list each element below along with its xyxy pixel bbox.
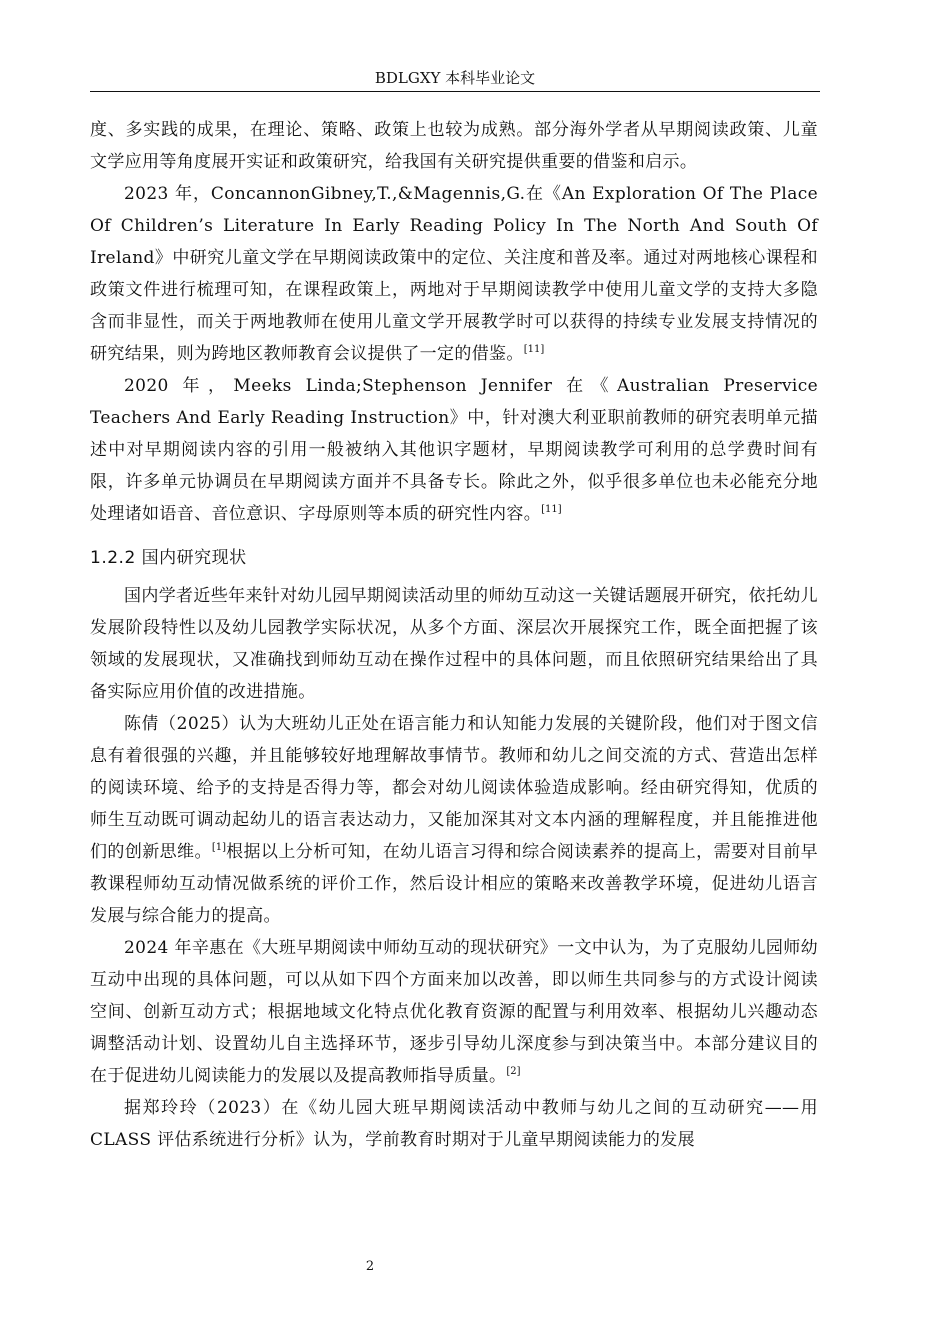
paragraph-text: 2023 年，ConcannonGibney,T.,&Magennis,G.在《An Exploration Of The Place Of Children’s Literature In Early Reading Policy In The North And South Of Ireland》中研究儿童文学在早期阅读政策中的定位、关注度和普及率。通过对两地核心课程和政策文件进行梳理可知，在课程政策上，两地对于早期阅读教学中使用儿童文学的支持大多隐含而非显性，而关于两地教师在使用儿童文学开展教学时可以获得的持续专业发展支持情况的研究结果，则为跨地区教师教育会议提供了一定的借鉴。 xyxy=(90,184,818,364)
header-rule xyxy=(90,91,820,92)
citation-ref: [11] xyxy=(523,344,545,355)
citation-ref: [2] xyxy=(506,1066,521,1077)
body-paragraph xyxy=(90,178,818,370)
section-heading: 1.2.2 国内研究现状 xyxy=(90,548,247,568)
body-paragraph xyxy=(90,1092,818,1156)
paragraph-text: 陈倩（2025）认为大班幼儿正处在语言能力和认知能力发展的关键阶段，他们对于图文信息有着很强的兴趣，并且能够较好地理解故事情节。教师和幼儿之间交流的方式、营造出怎样的阅读环境、给予的支持是否得力等，都会对幼儿阅读体验造成影响。经由研究得知，优质的师生互动既可调动起幼儿的语言表达动力，又能加深其对文本内涵的理解程度，并且能推进他们的创新思维。 xyxy=(90,714,818,862)
paragraph-text-continued: 根据以上分析可知，在幼儿语言习得和综合阅读素养的提高上，需要对目前早教课程师幼互动情况做系统的评价工作，然后设计相应的策略来改善教学环境，促进幼儿语言发展与综合能力的提高。 xyxy=(90,842,818,926)
paragraph-text: 国内学者近些年来针对幼儿园早期阅读活动里的师幼互动这一关键话题展开研究，依托幼儿发展阶段特性以及幼儿园教学实际状况，从多个方面、深层次开展探究工作，既全面把握了该领域的发展现状，又准确找到师幼互动在操作过程中的具体问题，而且依照研究结果给出了具备实际应用价值的改进措施。 xyxy=(90,586,818,702)
body-paragraph xyxy=(90,580,818,708)
body-paragraph xyxy=(90,370,818,530)
paragraph-text: 2020 年，Meeks Linda;Stephenson Jennifer 在《Australian Preservice Teachers And Early Reading Instruction》中，针对澳大利亚职前教师的研究表明单元描述中对早期阅读内容的引用一般被纳入其他识字题材，早期阅读教学可利用的总学费时间有限，许多单元协调员在早期阅读方面并不具备专长。除此之外，似乎很多单位也未必能充分地处理诸如语音、音位意识、字母原则等本质的研究性内容。 xyxy=(90,376,818,524)
running-header: BDLGXY 本科毕业论文 xyxy=(374,69,536,87)
citation-ref: [1] xyxy=(211,842,227,853)
body-paragraph xyxy=(90,708,818,932)
citation-ref: [11] xyxy=(541,504,562,515)
body-paragraph xyxy=(90,932,818,1092)
paragraph-text: 度、多实践的成果，在理论、策略、政策上也较为成熟。部分海外学者从早期阅读政策、儿童文学应用等角度展开实证和政策研究，给我国有关研究提供重要的借鉴和启示。 xyxy=(90,120,818,172)
page-number: 2 xyxy=(365,1259,375,1274)
body-paragraph xyxy=(90,114,818,178)
paragraph-text: 据郑玲玲（2023）在《幼儿园大班早期阅读活动中教师与幼儿之间的互动研究——用 CLASS 评估系统进行分析》认为，学前教育时期对于儿童早期阅读能力的发展 xyxy=(90,1098,818,1150)
page-body xyxy=(90,114,818,1156)
paragraph-text: 2024 年辛惠在《大班早期阅读中师幼互动的现状研究》一文中认为，为了克服幼儿园师幼互动中出现的具体问题，可以从如下四个方面来加以改善，即以师生共同参与的方式设计阅读空间、创新互动方式；根据地域文化特点优化教育资源的配置与利用效率、根据幼儿兴趣动态调整活动计划、设置幼儿自主选择环节，逐步引导幼儿深度参与到决策当中。本部分建议目的在于促进幼儿阅读能力的发展以及提高教师指导质量。 xyxy=(90,938,818,1086)
